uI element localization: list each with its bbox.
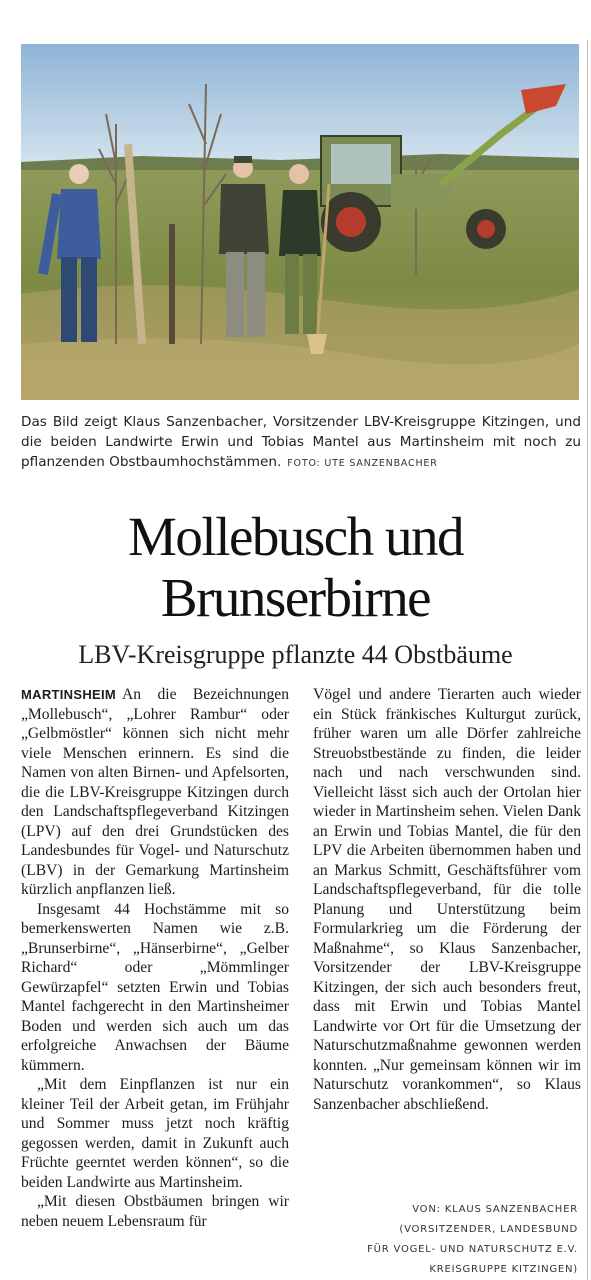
article-column-left — [21, 685, 289, 1231]
subheadline: LBV-Kreisgruppe pflanzte 44 Obstbäume — [78, 640, 513, 669]
paragraph: „Mit dem Einpflanzen ist nur ein kleiner Teil der Arbeit getan, im Frühjahr und Sommer muss jetzt noch kräftig gegossen werden, damit in Zukunft auch Früchte geerntet werden können“, so die beiden Landwirte aus Martinsheim. — [21, 1076, 289, 1191]
caption-text: Das Bild zeigt Klaus Sanzenbacher, Vorsitzender LBV-Kreisgruppe Kitzingen, und die beiden Landwirte Erwin und Tobias Mantel aus Martinsheim mit noch zu pflanzenden Obstbaumhochstämmen. — [21, 414, 581, 470]
headline-line-2: Brunserbirne — [160, 567, 431, 628]
article-column-right — [313, 685, 581, 1114]
paragraph: Vögel und andere Tierarten auch wieder ein Stück fränkisches Kulturgut zurück, früher waren um alle Dörfer zahlreiche Streuobstbestände zu finden, die leider nach und nach verschwunden sind. Vielleicht lässt sich auch der Ortolan hier wieder in Martinsheim sehen. Vielen Dank an Erwin und Tobias Mantel, die für den LPV die Arbeiten übernommen haben und an Markus Schmitt, Geschäftsführer vom Landschaftspflegeverband, für die tolle Planung und Unterstützung beim Formularkrieg um die Förderung der Maßnahme“, so Klaus Sanzenbacher, Vorsitzender der LBV-Kreisgruppe Kitzingen, der sich auch besonders freut, dass mit Erwin und Tobias Mantel Landwirte vor Ort für die Umsetzung der Naturschutzmaßnahme gewonnen werden konnten. „Nur gemeinsam können wir im Naturschutz vorankommen“, so Klaus Sanzenbacher abschließend. — [313, 686, 581, 1113]
photo-illustration — [21, 44, 579, 400]
photo-caption — [21, 412, 581, 474]
paragraph: „Mit diesen Obstbäumen bringen wir neben neuem Lebensraum für — [21, 1193, 289, 1230]
dateline: MARTINSHEIM — [21, 687, 117, 702]
headline — [0, 506, 591, 628]
author-line: FÜR VOGEL- UND NATURSCHUTZ E.V. — [367, 1244, 578, 1255]
author-line: (VORSITZENDER, LANDESBUND — [399, 1224, 578, 1235]
author-credit — [313, 1200, 578, 1280]
photo-credit: FOTO: UTE SANZENBACHER — [287, 458, 438, 469]
author-line: VON: KLAUS SANZENBACHER — [412, 1204, 578, 1215]
headline-line-1: Mollebusch und — [128, 506, 463, 567]
article-photo — [21, 44, 579, 400]
paragraph — [21, 685, 289, 900]
paragraph-text: An die Bezeichnungen „Mollebusch“, „Lohrer Rambur“ oder „Gelbmöstler“ können sich nicht mehr viele Menschen erinnern. Es sind die Namen von alten Birnen- und Apfelsorten, die die LBV-Kreisgruppe Kitzingen durch den Landschaftspflegeverband Kitzingen (LPV) auf den drei Grundstücken des Landesbundes für Vogel- und Naturschutz (LBV) in der Gemarkung Martinsheim kürzlich anpflanzen ließ. — [21, 686, 289, 898]
paragraph: Insgesamt 44 Hochstämme mit so bemerkenswerten Namen wie z.B. „Brunserbirne“, „Hänserbirne“, „Gelber Richard“ oder „Mömmlinger Gewürzapfel“ setzten Erwin und Tobias Mantel fachgerecht in den Martinsheimer Boden und werden sich auch um das erfolgreiche Anwachsen der Bäume kümmern. — [21, 900, 289, 1074]
author-line: KREISGRUPPE KITZINGEN) — [429, 1264, 578, 1275]
